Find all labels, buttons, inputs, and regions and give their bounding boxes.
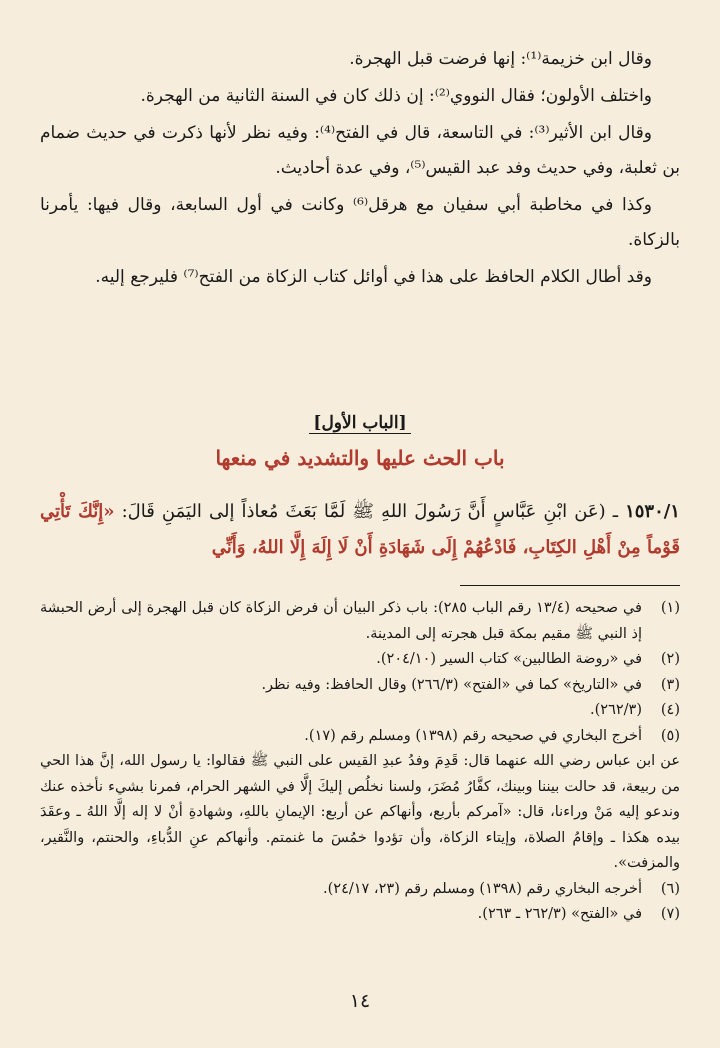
hadith-number: ١٥٣٠/١ (625, 501, 680, 522)
hadith-text (40, 494, 680, 566)
paragraph-1: وقال ابن خزيمة⁽¹⁾: إنها فرضت قبل الهجرة. (349, 49, 652, 69)
footnote-number: (٣) (660, 676, 680, 693)
footnote-text: أخرجه البخاري رقم (١٣٩٨) ومسلم رقم (٢٣، ٢٤/١٧). (323, 880, 642, 897)
footnote-number: (٢) (660, 651, 680, 667)
paragraph-4: وكذا في مخاطبة أبي سفيان مع هرقل⁽⁶⁾ وكانت في أول السابعة، وقال فيها: يأمرنا بالزكاة. (40, 195, 680, 250)
paragraph-5: وقد أطال الكلام الحافظ على هذا في أوائل كتاب الزكاة من الفتح⁽⁷⁾ فليرجع إليه. (95, 267, 652, 287)
footnote-number: (٥) (660, 727, 680, 744)
footnote-number: (٤) (660, 702, 680, 718)
footnote-4 (40, 698, 680, 724)
footnote-2 (40, 647, 680, 673)
footnote-3 (40, 673, 680, 699)
hadith-intro: ـ (عَن ابْنِ عَبَّاسٍ أَنَّ رَسُولَ اللهِ ﷺ لَمَّا بَعَثَ مُعاذاً إلى اليَمَنِ قَالَ: (114, 501, 626, 522)
footnotes (40, 596, 680, 928)
page-number: ١٤ (349, 990, 371, 1012)
main-text (40, 42, 680, 295)
footnote-text: في «التاريخ» كما في «الفتح» (٢٦٦/٣) وقال الحافظ: وفيه نظر. (261, 676, 642, 693)
paragraph-2: واختلف الأولون؛ فقال النووي⁽²⁾: إن ذلك كان في السنة الثانية من الهجرة. (140, 86, 652, 106)
footnote-7 (40, 902, 680, 928)
chapter-close-bracket: ] (313, 413, 322, 433)
hadith-quote: «إِنَّكَ تَأْتِي قَوْماً مِنْ أَهْلِ الكِتَابِ، فَادْعُهُمْ إِلَى شَهَادَةِ أَنْ لَا إِلَهَ إِلَّا اللهُ، وَأَنِّي (40, 501, 680, 558)
section-title: باب الحث عليها والتشديد في منعها (215, 446, 505, 470)
footnote-text: أخرج البخاري في صحيحه رقم (١٣٩٨) ومسلم رقم (١٧). (304, 727, 642, 744)
footnote-text: (٢٦٢/٣). (590, 702, 642, 718)
chapter-label-wrap (309, 413, 410, 434)
footnote-6 (40, 877, 680, 903)
chapter-open-bracket: [ (398, 413, 407, 433)
footnote-5 (40, 724, 680, 750)
footnote-number: (٧) (660, 906, 680, 922)
footnote-number: (١) (660, 600, 680, 616)
footnote-text: في صحيحه (١٣/٤ رقم الباب ٢٨٥): باب ذكر البيان أن فرض الزكاة كان قبل الهجرة إلى أرض الحبشة إذ النبي ﷺ مقيم بمكة قبل هجرته إلى المدينة. (40, 600, 642, 642)
footnote-5-continuation: عن ابن عباس رضي الله عنهما قال: قَدِمَ وفدُ عبدِ القيس على النبي ﷺ فقالوا: يا رسول الله، إنَّ هذا الحي من ربيعة، قد حالت بيننا وبينك، كفَّارُ مُضَرَ، ولسنا نخلُص إليكَ إلَّا في الشهر الحرام، فمرنا بشيء نأخذه عنك وندعو إليه مَنْ وراءنا، قال: «آمركم بأربع، وأنهاكم عن أربع: الإيمانِ باللهِ، وشهادةِ أنْ لا إله إلَّا اللهُ ـ وعقَدَ بيده هكذا ـ وإقامُ الصلاة، وإيتاء الزكاة، وأن تؤدوا خمُسَ ما غنمتم. وأنهاكم عنِ الدُّباءِ، والحنتم، والنَّقير، والمزفت». (40, 753, 680, 871)
chapter-heading (0, 413, 720, 434)
chapter-label: الباب الأول (321, 413, 399, 433)
paragraph-3: وقال ابن الأثير⁽³⁾: في التاسعة، قال في الفتح⁽⁴⁾: وفيه نظر لأنها ذكرت في حديث ضمام بن ثعلبة، وفي حديث وفد عبد القيس⁽⁵⁾، وفي عدة أحاديث. (40, 123, 680, 178)
footnote-text: في «روضة الطالبين» كتاب السير (٢٠٤/١٠). (376, 651, 642, 667)
footnote-number: (٦) (660, 880, 680, 897)
footnote-text: في «الفتح» (٢٦٢/٣ ـ ٢٦٣). (477, 906, 642, 922)
footnote-1 (40, 596, 680, 647)
footnote-divider (460, 585, 680, 586)
